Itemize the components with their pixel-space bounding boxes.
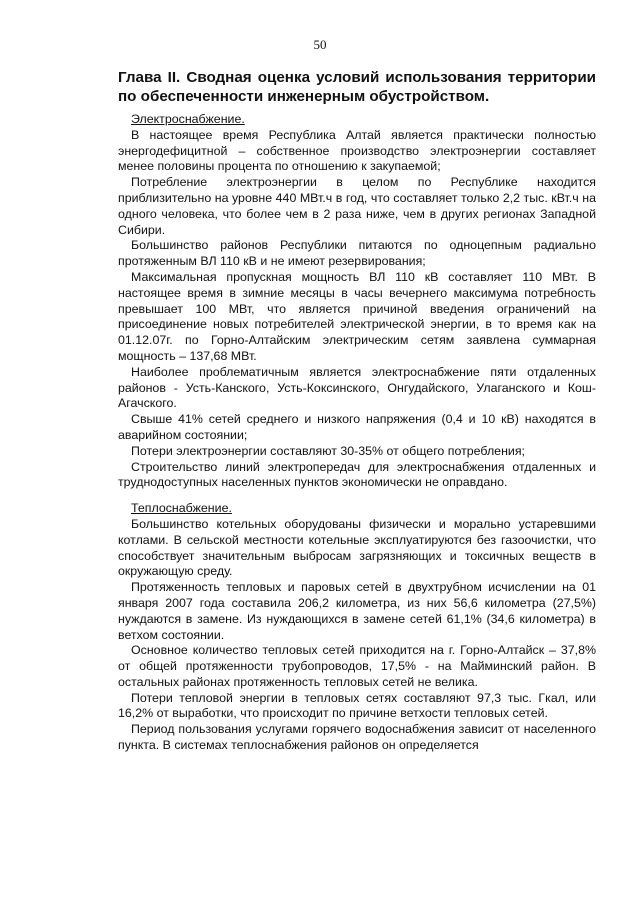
section-heat-supply xyxy=(118,501,596,754)
paragraph: Большинство районов Республики питаются по одноцепным радиально протяженным ВЛ 110 кВ и не имеют резервирования; xyxy=(118,238,596,269)
paragraph: Строительство линий электропередач для электроснабжения отдаленных и труднодоступных населенных пунктов экономически не оправдано. xyxy=(118,459,596,490)
paragraph: Потребление электроэнергии в целом по Республике находится приблизительно на уровне 440 МВт.ч в год, что составляет только 2,2 тыс. кВт.ч на одного человека, что более чем в 2 раза ниже, чем в других регионах Западной Сибири. xyxy=(118,175,596,237)
section-electricity xyxy=(118,112,596,491)
paragraph: Наиболее проблематичным является электроснабжение пяти отдаленных районов - Усть-Канского, Усть-Коксинского, Онгудайского, Улаганского и Кош-Агачского. xyxy=(118,364,596,411)
paragraph: Потери тепловой энергии в тепловых сетях составляют 97,3 тыс. Гкал, или 16,2% от выработки, что происходит по причине ветхости тепловых сетей. xyxy=(118,690,596,721)
paragraph: Протяженность тепловых и паровых сетей в двухтрубном исчислении на 01 января 2007 года составила 206,2 километра, из них 56,6 километра (27,5%) нуждаются в замене. Из нуждающихся в замене сетей 61,1% (34,6 километра) в ветхом состоянии. xyxy=(118,580,596,642)
paragraph: В настоящее время Республика Алтай является практически полностью энергодефицитной – собственное производство электроэнергии составляет менее половины процента по отношению к закупаемой; xyxy=(118,127,596,174)
paragraph: Большинство котельных оборудованы физически и морально устаревшими котлами. В сельской местности котельные эксплуатируются без газоочистки, что способствует значительным выбросам загрязняющих и токсичных веществ в окружающую среду. xyxy=(118,516,596,579)
section-heading: Теплоснабжение. xyxy=(131,501,232,516)
paragraph: Свыше 41% сетей среднего и низкого напряжения (0,4 и 10 кВ) находятся в аварийном состоянии; xyxy=(118,412,596,442)
paragraph: Период пользования услугами горячего водоснабжения зависит от населенного пункта. В системах теплоснабжения районов он определяется xyxy=(118,722,596,753)
page-number: 50 xyxy=(313,37,327,52)
document-body xyxy=(118,68,596,754)
paragraph: Основное количество тепловых сетей приходится на г. Горно-Алтайск – 37,8% от общей протяженности трубопроводов, 17,5% - на Майминский район. В остальных районах протяженность тепловых сетей не велика. xyxy=(118,643,596,689)
paragraph: Потери электроэнергии составляют 30-35% от общего потребления; xyxy=(131,443,525,458)
paragraph: Максимальная пропускная мощность ВЛ 110 кВ составляет 110 МВт. В настоящее время в зимние месяцы в часы вечернего максимума потребность превышает 100 МВт, что является причиной введения ограничений на присоединение новых потребителей электрической энергии, в то время как на 01.12.07г. по Горно-Алтайским электрическим сетям заявлена суммарная мощность – 137,68 МВт. xyxy=(118,269,596,363)
chapter-title: Глава II. Сводная оценка условий использования территории по обеспеченности инженерным обустройством. xyxy=(118,69,596,105)
section-heading: Электроснабжение. xyxy=(131,112,245,126)
